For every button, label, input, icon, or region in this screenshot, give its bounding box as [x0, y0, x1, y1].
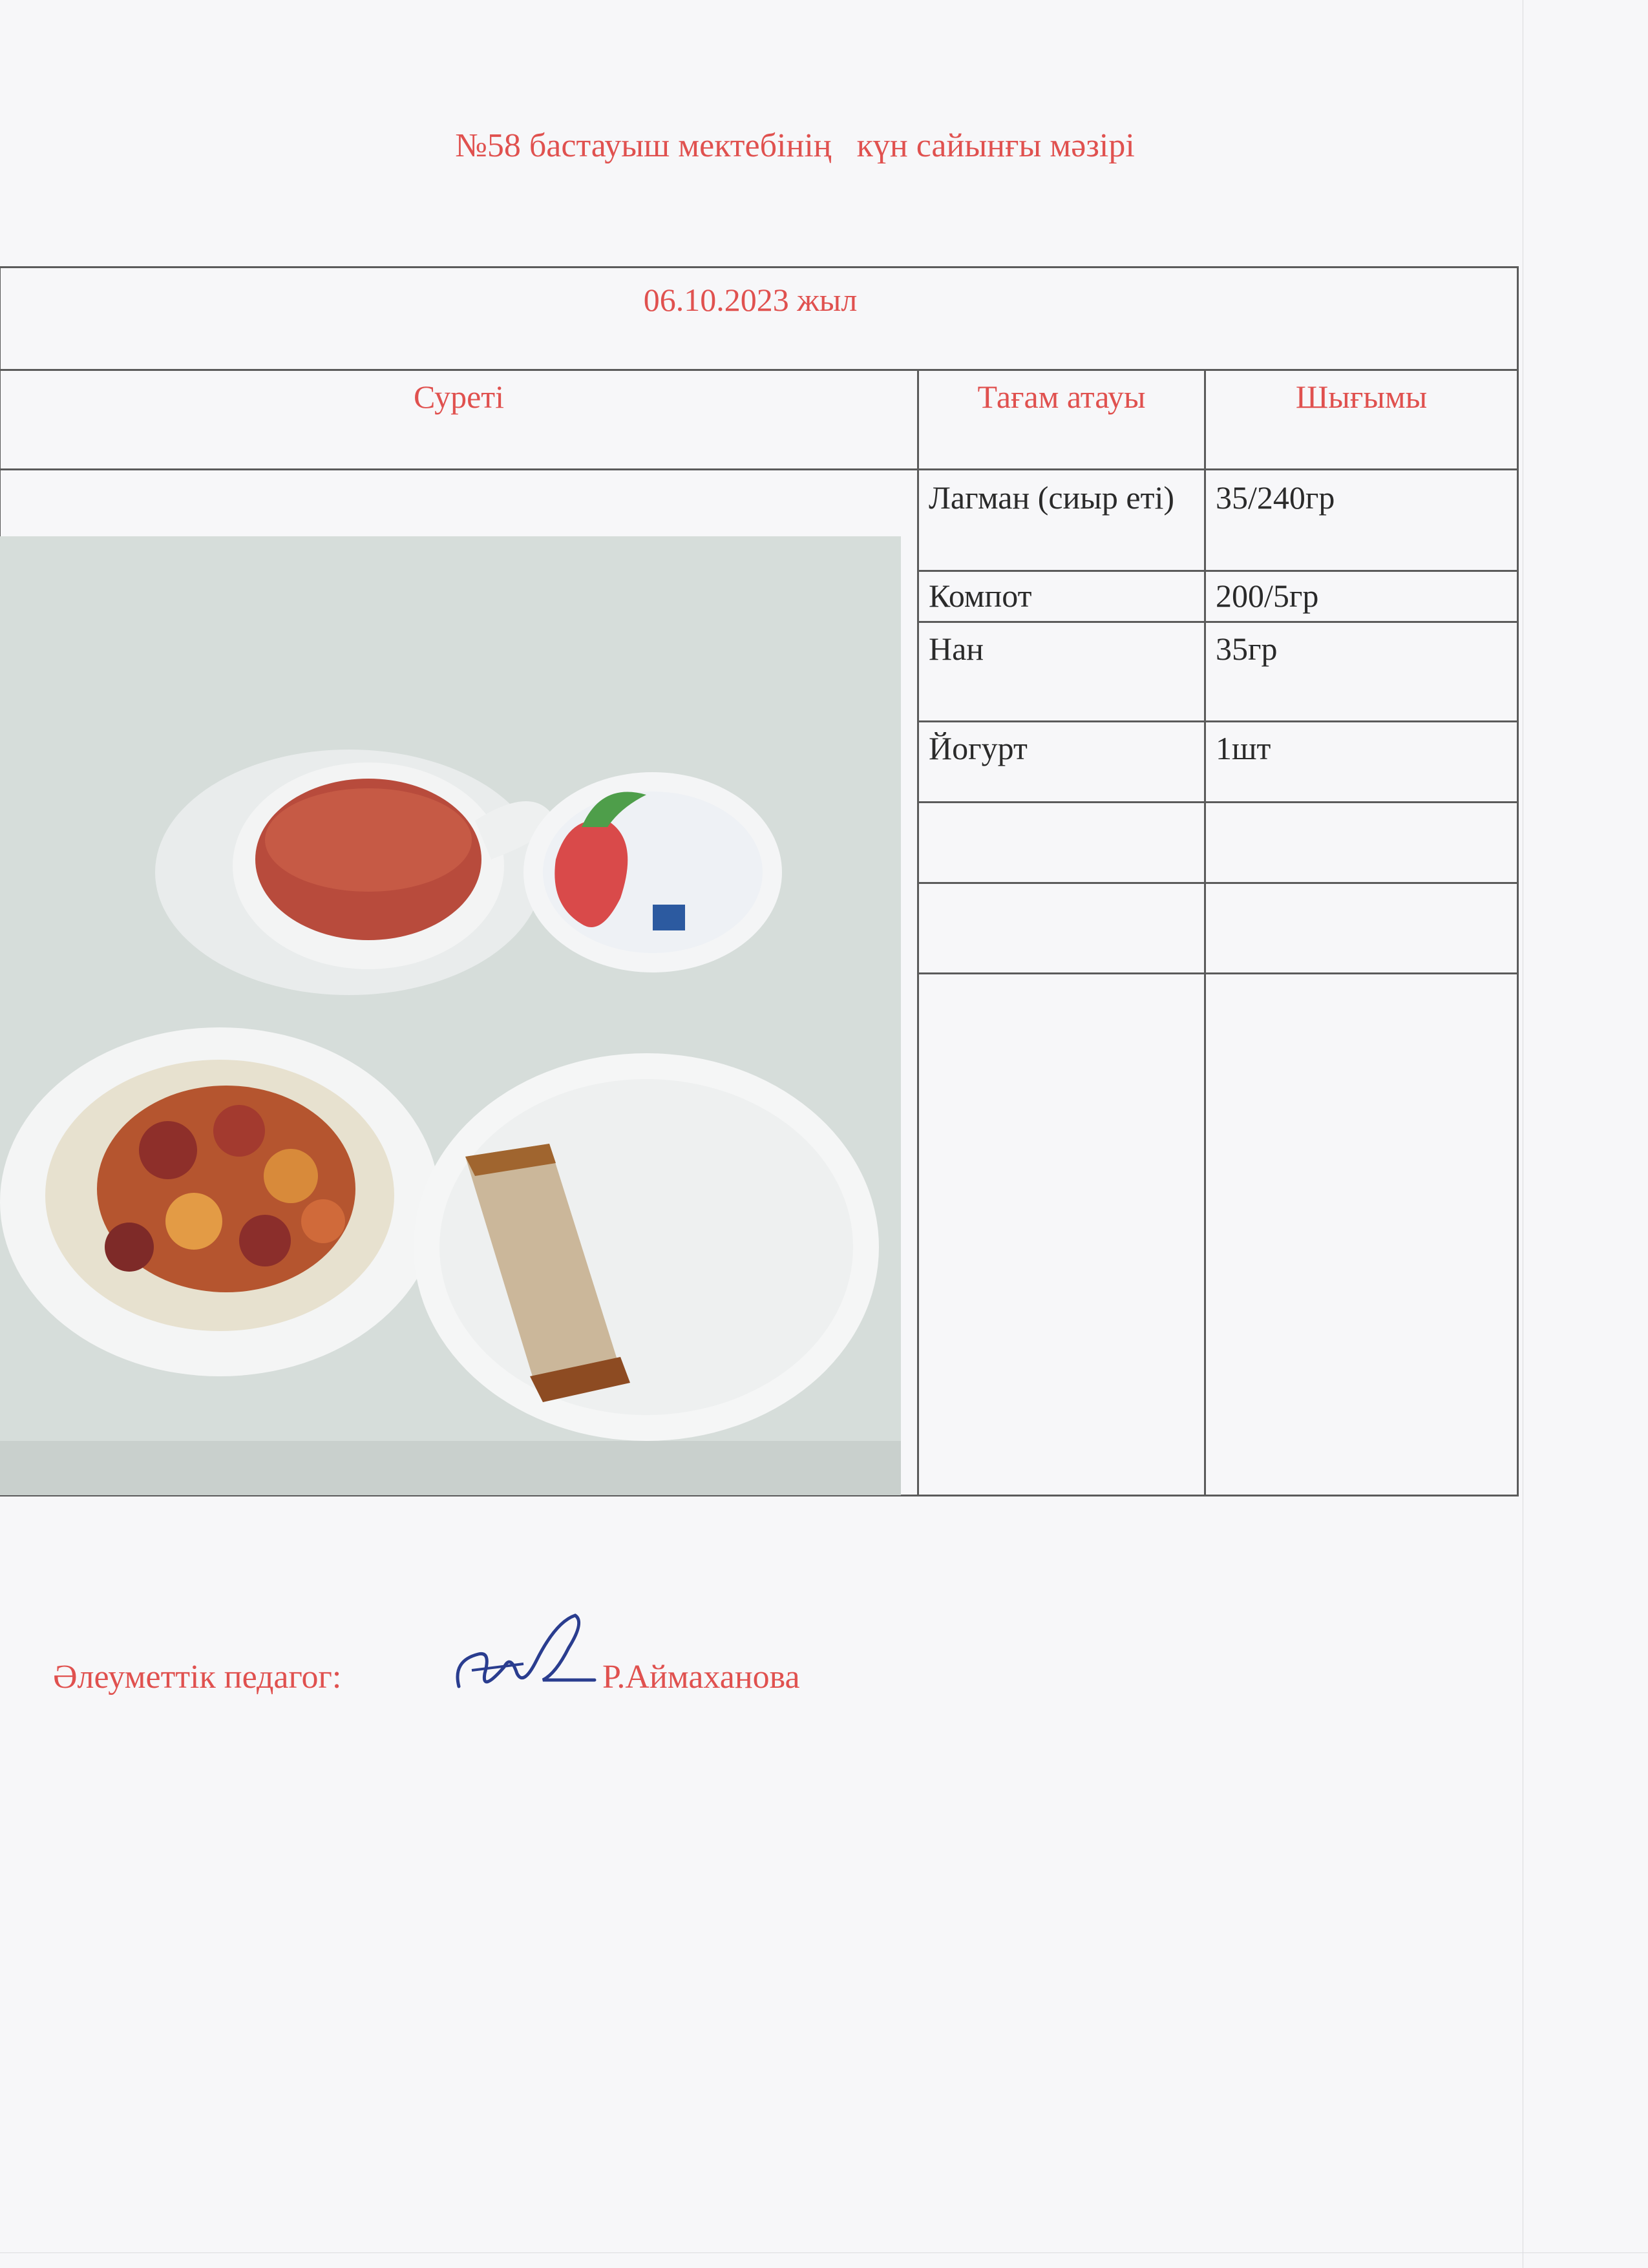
output-cell: 200/5гр: [1216, 578, 1319, 614]
header-photo: Суреті: [413, 379, 505, 415]
row-divider: [917, 801, 1517, 803]
row-divider: [1, 468, 1517, 470]
signature-image: [446, 1609, 601, 1706]
dish-cell: Йогурт: [929, 730, 1028, 766]
row-divider: [917, 621, 1517, 623]
row-divider: [1, 369, 1517, 371]
output-cell: 35гр: [1216, 631, 1278, 667]
output-cell: 35/240гр: [1216, 479, 1335, 516]
footer-role: Әлеуметтік педагог:: [53, 1659, 342, 1696]
column-divider: [917, 369, 919, 1495]
scan-bottom-edge: [0, 2252, 1648, 2253]
dish-cell: Лагман (сиыр еті): [929, 479, 1174, 516]
header-output: Шығымы: [1295, 379, 1428, 415]
menu-date: 06.10.2023 жыл: [643, 282, 858, 318]
document-title: №58 бастауыш мектебінің күн сайынғы мәзірі: [455, 127, 1135, 164]
meal-photo: [0, 536, 901, 1495]
header-dish: Тағам атауы: [977, 379, 1146, 415]
column-divider: [1204, 369, 1206, 1495]
dish-cell: Нан: [929, 631, 984, 667]
dish-cell: Компот: [929, 578, 1032, 614]
row-divider: [917, 882, 1517, 884]
row-divider: [917, 972, 1517, 974]
row-divider: [917, 570, 1517, 572]
footer-name: Р.Аймаханова: [602, 1659, 800, 1696]
row-divider: [917, 720, 1517, 722]
meal-photo-drawing: [0, 536, 901, 1495]
output-cell: 1шт: [1216, 730, 1271, 766]
